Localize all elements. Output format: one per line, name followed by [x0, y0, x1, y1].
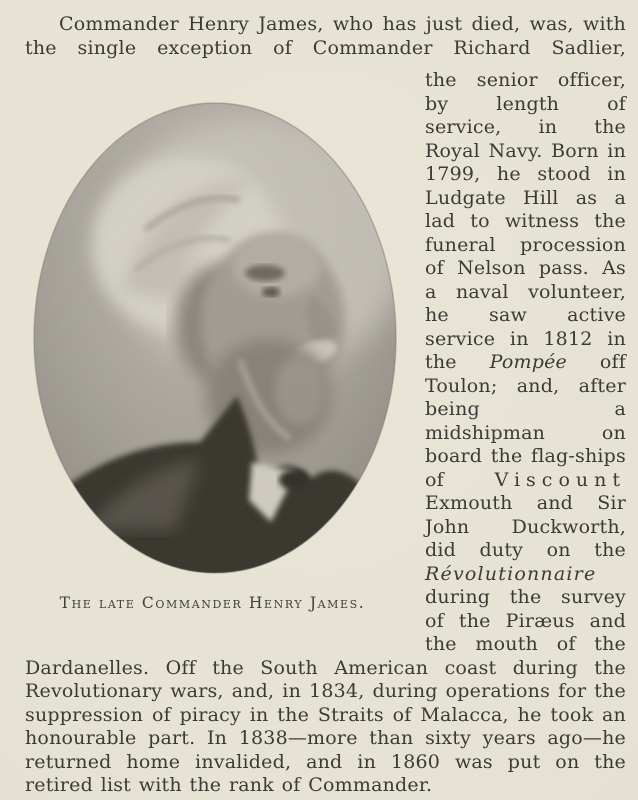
obituary-lead-lines: Commander Henry James, who has just died, was, with the single exception of Commander Richard Sadlier, — [25, 13, 626, 59]
ship-name-pompee: Pompée — [489, 351, 567, 373]
obituary-text-1: the senior officer, by length of service, in the Royal Navy. Born in 1799, he stood in Ludgate Hill as a lad to witness the funeral procession of Nelson pass. As a naval volunteer, he saw active service in 1812 in the — [425, 69, 626, 373]
portrait-figure — [25, 60, 400, 613]
ship-name-revolutionnaire: Révolutionnaire — [425, 562, 597, 585]
obituary-text-4: during the survey of the Piræus and the mouth of the Dardanelles. Off the South American coast during the Revolutionary wars, and, in 1834, during operations for the suppression of piracy in the Straits of Malacca, he took an honourable part. In 1838—more than sixty years ago—he returned home invalided, and in 1860 was put on the retired list with the rank of Commander. — [25, 586, 626, 796]
obituary-text-3: Exmouth and Sir John Duckworth, did duty on the — [425, 492, 626, 561]
obituary-text-2: off Toulon; and, after being a midshipman on board the flag-ships of — [425, 351, 626, 491]
viscount-letterspaced: Viscount — [494, 468, 626, 491]
portrait-photo — [25, 60, 400, 578]
portrait-caption: The late Commander Henry James. — [59, 594, 366, 612]
